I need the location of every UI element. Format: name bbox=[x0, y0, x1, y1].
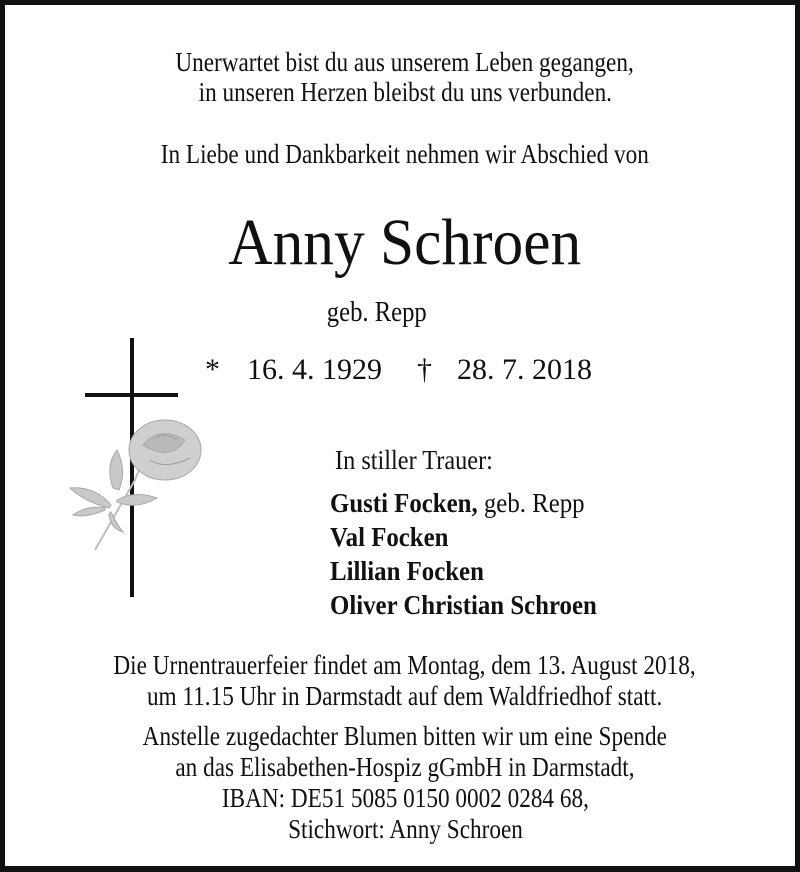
donation-line-2 bbox=[5, 752, 800, 783]
mourner-item bbox=[330, 488, 607, 519]
life-dates bbox=[5, 353, 800, 393]
ceremony-line-1-text: Die Urnentrauerfeier findet am Montag, dem 13. August 2018, bbox=[113, 650, 697, 680]
mourner-name: Lillian Focken bbox=[330, 556, 484, 586]
farewell-line-text: In Liebe und Dankbarkeit nehmen wir Abschied von bbox=[160, 139, 650, 169]
deceased-name-text: Anny Schroen bbox=[228, 206, 582, 279]
death-symbol: † bbox=[417, 353, 432, 386]
death-date bbox=[417, 353, 592, 387]
cross-icon-bar bbox=[85, 393, 178, 397]
death-date-text: 28. 7. 2018 bbox=[457, 353, 592, 386]
mourners-heading-text: In stiller Trauer: bbox=[335, 445, 493, 475]
farewell-line bbox=[5, 139, 800, 170]
mourner-item bbox=[330, 556, 497, 587]
intro-line-1-text: Unerwartet bist du aus unserem Leben gegangen, bbox=[175, 47, 635, 77]
donation-keyword-line bbox=[5, 814, 800, 845]
mourner-name: Gusti Focken, bbox=[330, 488, 478, 518]
birth-date bbox=[205, 353, 382, 387]
birth-date-text: 16. 4. 1929 bbox=[247, 353, 382, 386]
ceremony-line-2 bbox=[5, 681, 800, 712]
intro-line-2 bbox=[5, 77, 800, 108]
intro-line-1 bbox=[5, 47, 800, 78]
maiden-name-text: geb. Repp bbox=[327, 297, 427, 328]
deceased-name bbox=[5, 205, 800, 281]
donation-line-2-text: an das Elisabethen-Hospiz gGmbH in Darmstadt, bbox=[175, 752, 635, 782]
mourner-item bbox=[330, 590, 620, 621]
birth-symbol: * bbox=[205, 353, 220, 386]
ceremony-line-2-text: um 11.15 Uhr in Darmstadt auf dem Waldfriedhof statt. bbox=[147, 681, 663, 711]
intro-line-2-text: in unseren Herzen bleibst du uns verbunden. bbox=[198, 77, 612, 107]
mourner-item bbox=[330, 522, 459, 553]
mourner-name: Val Focken bbox=[330, 522, 449, 552]
mourner-name: Oliver Christian Schroen bbox=[330, 590, 597, 620]
deceased-maiden-name bbox=[0, 297, 777, 329]
donation-line-1-text: Anstelle zugedachter Blumen bitten wir um eine Spende bbox=[142, 721, 668, 751]
donation-line-1 bbox=[5, 721, 800, 752]
ceremony-line-1 bbox=[5, 650, 800, 681]
rose-icon bbox=[65, 410, 210, 560]
mourners-heading bbox=[335, 445, 511, 476]
keyword-text: Stichwort: Anny Schroen bbox=[287, 814, 523, 844]
iban-text: IBAN: DE51 5085 0150 0002 0284 68, bbox=[221, 783, 589, 813]
mourner-suffix: geb. Repp bbox=[477, 488, 585, 518]
donation-iban-line bbox=[5, 783, 800, 814]
